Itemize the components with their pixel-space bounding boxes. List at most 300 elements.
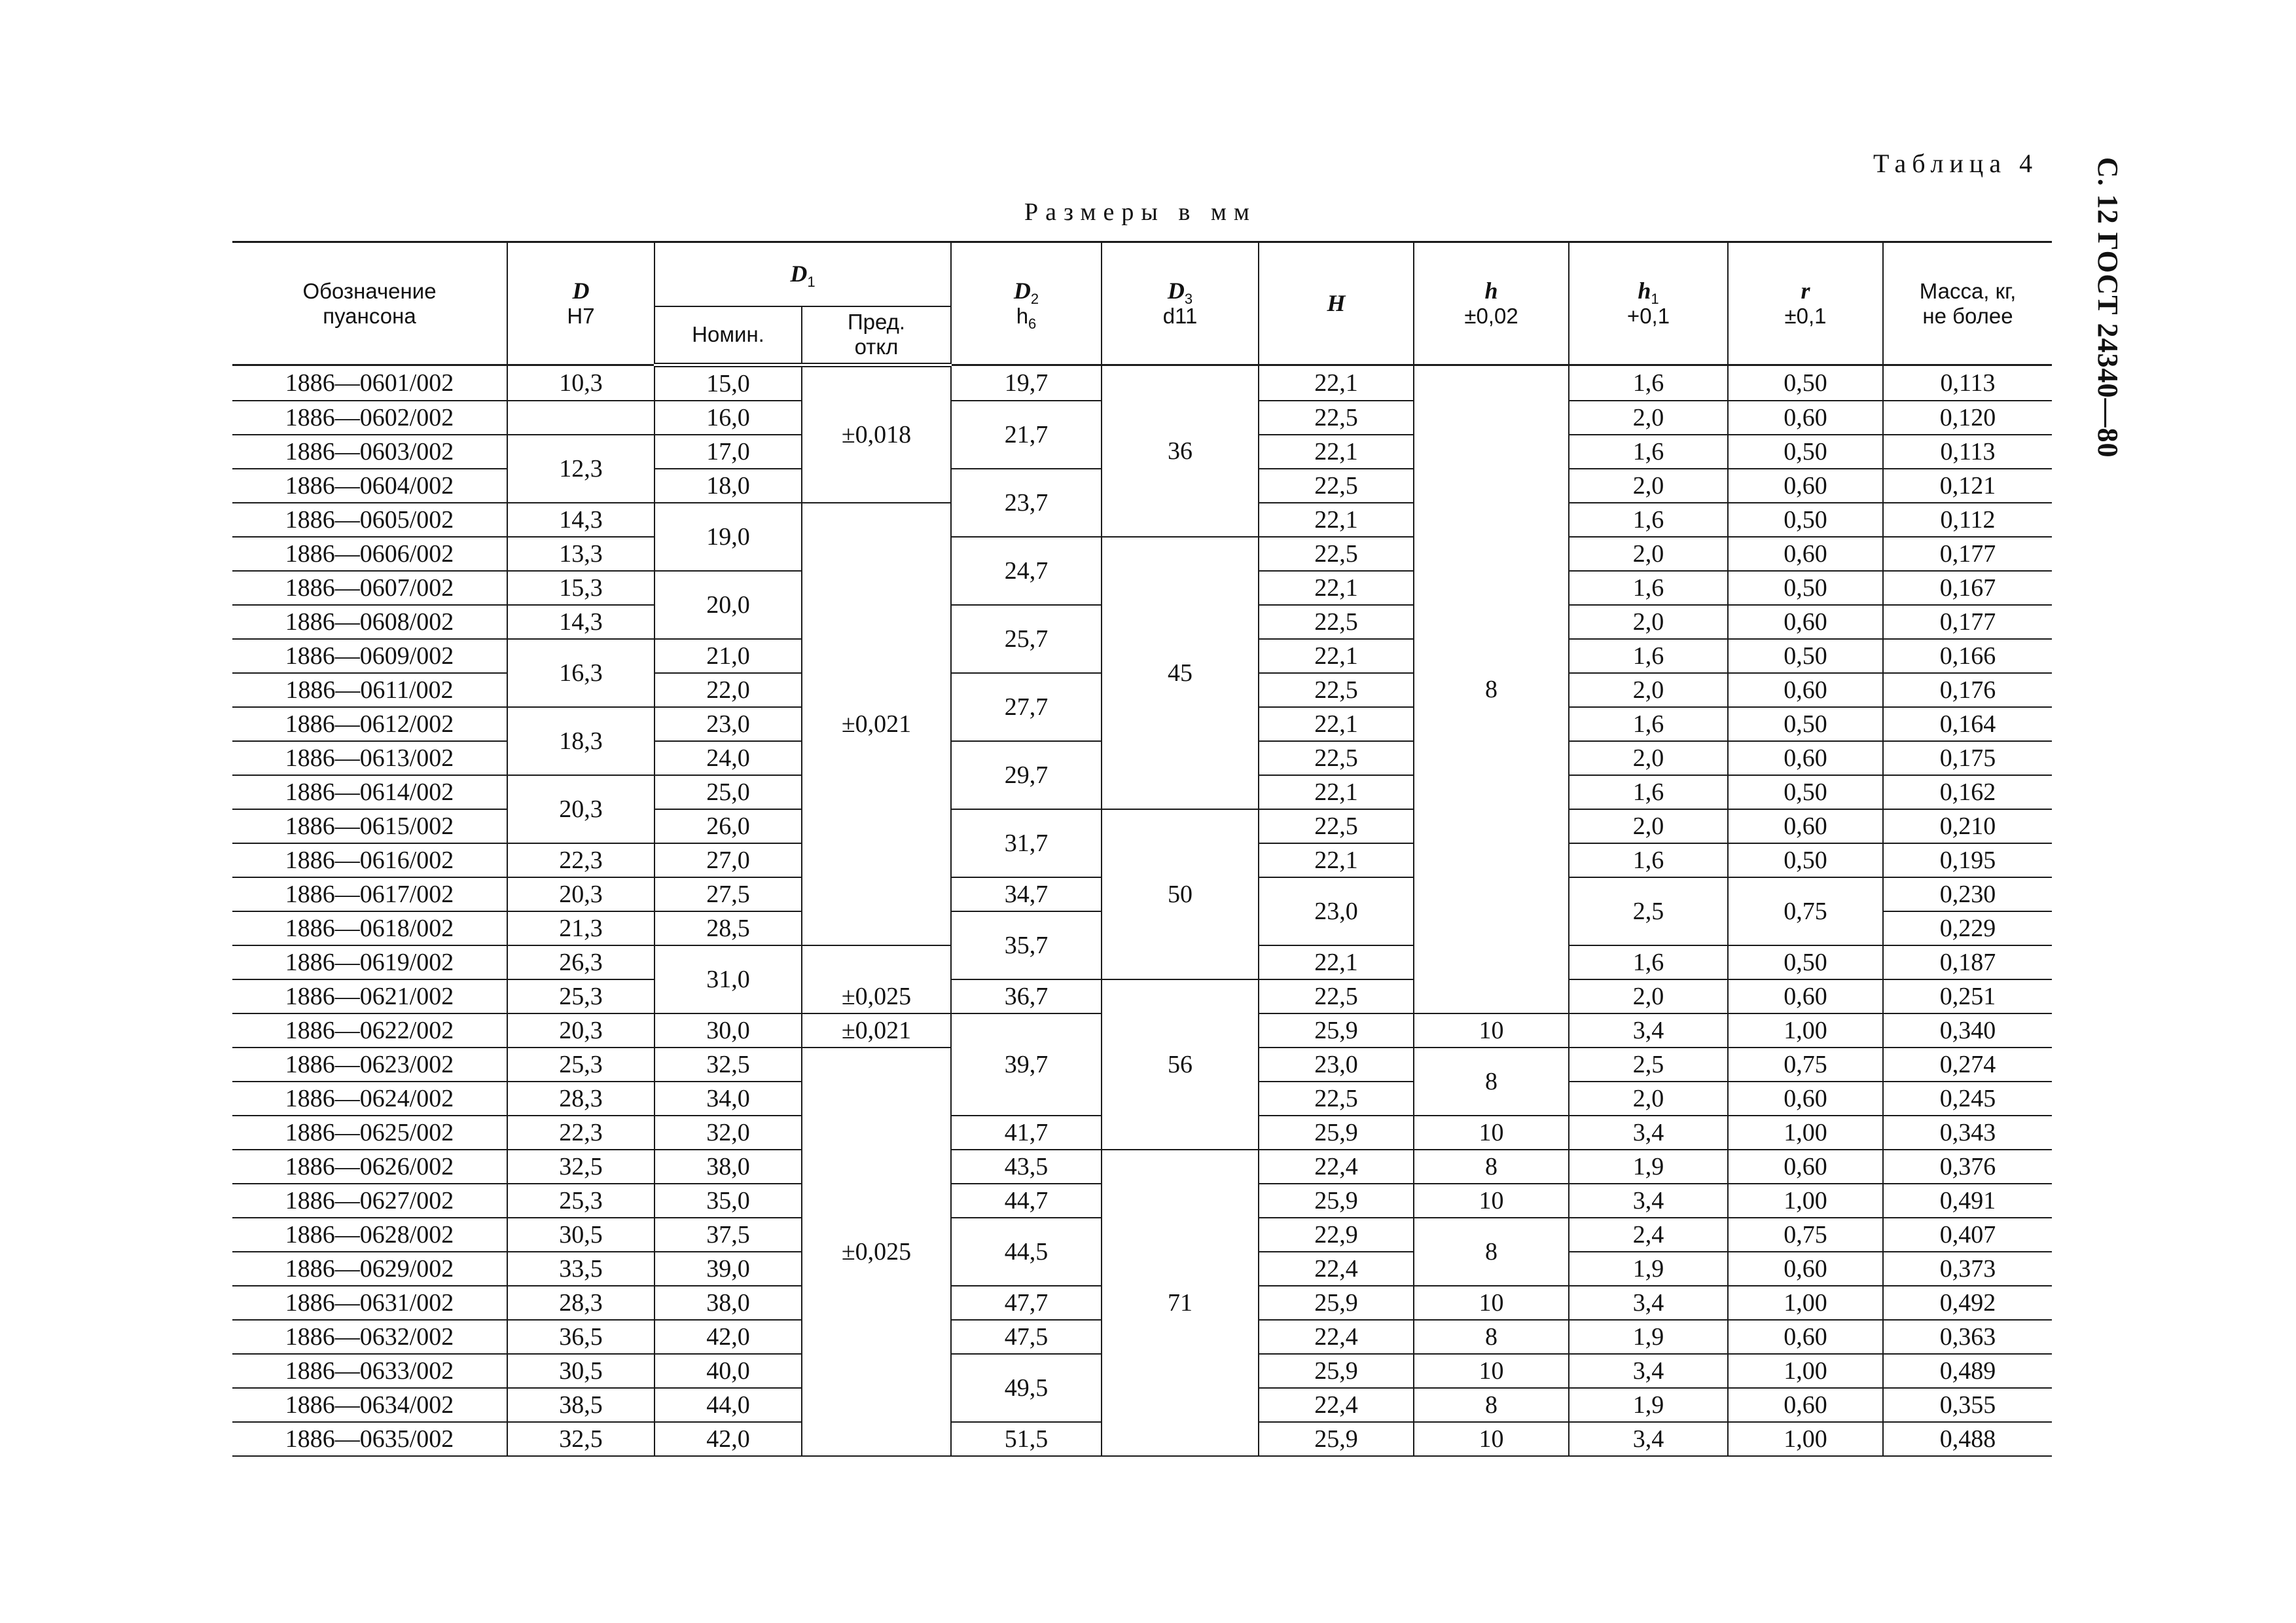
cell-h1: 2,5 [1569, 1048, 1728, 1082]
cell-height: 25,9 [1259, 1286, 1414, 1320]
header-h1 [1569, 242, 1728, 365]
dimensions-table [232, 241, 2052, 1457]
cell-d: 25,3 [507, 1048, 655, 1082]
cell-h: 10 [1414, 1013, 1569, 1048]
cell-h1: 3,4 [1569, 1286, 1728, 1320]
cell-r: 0,75 [1728, 1218, 1883, 1252]
cell-designation: 1886—0628/002 [232, 1218, 507, 1252]
cell-d1: 32,0 [655, 1116, 802, 1150]
cell-r: 1,00 [1728, 1422, 1883, 1456]
cell-h1: 1,6 [1569, 775, 1728, 809]
cell-designation: 1886—0605/002 [232, 503, 507, 537]
cell-r: 0,50 [1728, 365, 1883, 401]
cell-d1: 39,0 [655, 1252, 802, 1286]
cell-d2: 39,7 [951, 1013, 1102, 1116]
cell-h: 10 [1414, 1116, 1569, 1150]
cell-d1-deviation: ±0,025 [802, 945, 951, 1013]
cell-d: 26,3 [507, 945, 655, 979]
header-r-tolerance: ±0,1 [1784, 304, 1827, 328]
cell-h1: 1,9 [1569, 1252, 1728, 1286]
cell-d: 28,3 [507, 1286, 655, 1320]
cell-d: 16,3 [507, 639, 655, 707]
cell-r: 0,60 [1728, 979, 1883, 1013]
header-mass [1883, 242, 2052, 365]
cell-height: 25,9 [1259, 1422, 1414, 1456]
cell-d1: 38,0 [655, 1150, 802, 1184]
cell-d: 14,3 [507, 605, 655, 639]
cell-r: 0,50 [1728, 945, 1883, 979]
cell-designation: 1886—0606/002 [232, 537, 507, 571]
cell-designation: 1886—0626/002 [232, 1150, 507, 1184]
cell-d2: 41,7 [951, 1116, 1102, 1150]
header-h-tolerance: ±0,02 [1464, 304, 1518, 328]
cell-d3: 56 [1102, 979, 1259, 1150]
cell-d1: 42,0 [655, 1422, 802, 1456]
cell-mass: 0,164 [1883, 707, 2052, 741]
header-d1-symbol: D [790, 261, 808, 287]
cell-height: 22,5 [1259, 537, 1414, 571]
cell-height: 25,9 [1259, 1013, 1414, 1048]
cell-d: 20,3 [507, 1013, 655, 1048]
cell-mass: 0,230 [1883, 877, 2052, 911]
cell-h1: 2,0 [1569, 537, 1728, 571]
header-d-tolerance: H7 [567, 304, 595, 328]
cell-r: 0,75 [1728, 1048, 1883, 1082]
cell-height: 22,9 [1259, 1218, 1414, 1252]
cell-height: 22,1 [1259, 503, 1414, 537]
cell-r: 0,60 [1728, 1150, 1883, 1184]
header-d1-deviation [802, 306, 951, 365]
cell-d2: 23,7 [951, 469, 1102, 537]
header-d1-deviation-text: Пред. откл [847, 310, 906, 359]
cell-designation: 1886—0611/002 [232, 673, 507, 707]
cell-d2: 47,7 [951, 1286, 1102, 1320]
cell-d: 15,3 [507, 571, 655, 605]
header-h1-symbol: h [1638, 278, 1651, 304]
cell-h: 10 [1414, 1354, 1569, 1388]
cell-h1: 3,4 [1569, 1013, 1728, 1048]
cell-height: 25,9 [1259, 1116, 1414, 1150]
cell-r: 0,50 [1728, 775, 1883, 809]
cell-d: 30,5 [507, 1218, 655, 1252]
cell-mass: 0,113 [1883, 365, 2052, 401]
cell-height: 22,4 [1259, 1320, 1414, 1354]
cell-designation: 1886—0601/002 [232, 365, 507, 401]
cell-designation: 1886—0614/002 [232, 775, 507, 809]
cell-designation: 1886—0608/002 [232, 605, 507, 639]
cell-h1: 2,0 [1569, 469, 1728, 503]
cell-h: 8 [1414, 1048, 1569, 1116]
cell-d1: 40,0 [655, 1354, 802, 1388]
cell-d1: 15,0 [655, 365, 802, 401]
cell-d: 32,5 [507, 1150, 655, 1184]
cell-d3: 45 [1102, 537, 1259, 809]
cell-designation: 1886—0613/002 [232, 741, 507, 775]
table-row [232, 979, 2052, 1013]
cell-designation: 1886—0612/002 [232, 707, 507, 741]
header-designation [232, 242, 507, 365]
cell-height: 22,4 [1259, 1150, 1414, 1184]
table-body [232, 365, 2052, 1457]
cell-designation: 1886—0617/002 [232, 877, 507, 911]
cell-h1: 1,9 [1569, 1388, 1728, 1422]
cell-designation: 1886—0629/002 [232, 1252, 507, 1286]
cell-h1: 1,6 [1569, 571, 1728, 605]
cell-h1: 3,4 [1569, 1116, 1728, 1150]
cell-h1: 2,0 [1569, 741, 1728, 775]
cell-h1: 2,0 [1569, 401, 1728, 435]
header-r-symbol: r [1801, 278, 1810, 304]
cell-d1: 18,0 [655, 469, 802, 503]
cell-d2: 29,7 [951, 741, 1102, 809]
cell-d1: 32,5 [655, 1048, 802, 1082]
cell-mass: 0,112 [1883, 503, 2052, 537]
cell-mass: 0,251 [1883, 979, 2052, 1013]
cell-designation: 1886—0632/002 [232, 1320, 507, 1354]
cell-d1: 38,0 [655, 1286, 802, 1320]
cell-height: 22,1 [1259, 365, 1414, 401]
cell-mass: 0,340 [1883, 1013, 2052, 1048]
cell-h: 10 [1414, 1184, 1569, 1218]
cell-mass: 0,491 [1883, 1184, 2052, 1218]
header-d3-subscript: 3 [1184, 291, 1193, 307]
cell-d: 20,3 [507, 877, 655, 911]
cell-d2: 27,7 [951, 673, 1102, 741]
header-d2-subscript: 2 [1030, 291, 1039, 307]
cell-r: 0,50 [1728, 639, 1883, 673]
cell-r: 0,60 [1728, 537, 1883, 571]
cell-r: 0,60 [1728, 401, 1883, 435]
cell-h1: 2,4 [1569, 1218, 1728, 1252]
cell-mass: 0,245 [1883, 1082, 2052, 1116]
table-row [232, 809, 2052, 843]
cell-height: 22,5 [1259, 469, 1414, 503]
header-d3-symbol: D [1167, 278, 1185, 304]
cell-h1: 1,9 [1569, 1150, 1728, 1184]
table-header [232, 242, 2052, 365]
cell-mass: 0,363 [1883, 1320, 2052, 1354]
cell-d: 14,3 [507, 503, 655, 537]
cell-designation: 1886—0625/002 [232, 1116, 507, 1150]
cell-mass: 0,177 [1883, 537, 2052, 571]
cell-mass: 0,488 [1883, 1422, 2052, 1456]
header-d1-subscript: 1 [807, 274, 816, 291]
cell-d1-deviation: ±0,021 [802, 1013, 951, 1048]
cell-d3: 36 [1102, 365, 1259, 538]
cell-mass: 0,177 [1883, 605, 2052, 639]
cell-mass: 0,407 [1883, 1218, 2052, 1252]
header-height [1259, 242, 1414, 365]
cell-r: 0,60 [1728, 605, 1883, 639]
cell-d1: 21,0 [655, 639, 802, 673]
cell-mass: 0,121 [1883, 469, 2052, 503]
cell-designation: 1886—0622/002 [232, 1013, 507, 1048]
cell-d: 22,3 [507, 1116, 655, 1150]
cell-d: 18,3 [507, 707, 655, 775]
cell-d: 25,3 [507, 979, 655, 1013]
cell-d1: 22,0 [655, 673, 802, 707]
cell-h1: 1,6 [1569, 365, 1728, 401]
cell-height: 22,5 [1259, 809, 1414, 843]
cell-height: 23,0 [1259, 877, 1414, 945]
cell-h: 8 [1414, 1218, 1569, 1286]
cell-designation: 1886—0616/002 [232, 843, 507, 877]
cell-mass: 0,229 [1883, 911, 2052, 945]
cell-height: 22,5 [1259, 605, 1414, 639]
cell-mass: 0,489 [1883, 1354, 2052, 1388]
cell-designation: 1886—0624/002 [232, 1082, 507, 1116]
cell-h1: 2,5 [1569, 877, 1728, 945]
cell-r: 0,60 [1728, 469, 1883, 503]
cell-d2: 25,7 [951, 605, 1102, 673]
cell-d1: 27,5 [655, 877, 802, 911]
header-d [507, 242, 655, 365]
cell-d1-deviation: ±0,025 [802, 1048, 951, 1456]
header-d1-nominal [655, 306, 802, 365]
cell-d [507, 401, 655, 435]
cell-mass: 0,187 [1883, 945, 2052, 979]
cell-h1: 3,4 [1569, 1184, 1728, 1218]
cell-h1: 1,6 [1569, 707, 1728, 741]
header-h1-subscript: 1 [1651, 291, 1659, 307]
cell-d: 12,3 [507, 435, 655, 503]
cell-mass: 0,176 [1883, 673, 2052, 707]
cell-d1: 37,5 [655, 1218, 802, 1252]
header-d-symbol: D [572, 278, 590, 304]
cell-d: 21,3 [507, 911, 655, 945]
cell-height: 22,1 [1259, 639, 1414, 673]
cell-h: 8 [1414, 1150, 1569, 1184]
cell-d1-deviation: ±0,021 [802, 503, 951, 945]
header-d2-symbol: D [1013, 278, 1031, 304]
cell-r: 0,50 [1728, 503, 1883, 537]
cell-d1: 27,0 [655, 843, 802, 877]
cell-height: 23,0 [1259, 1048, 1414, 1082]
cell-h: 10 [1414, 1422, 1569, 1456]
cell-h: 8 [1414, 1320, 1569, 1354]
header-h [1414, 242, 1569, 365]
header-mass-text: Масса, кг, не более [1919, 278, 2017, 328]
cell-mass: 0,162 [1883, 775, 2052, 809]
cell-d: 22,3 [507, 843, 655, 877]
cell-h: 10 [1414, 1286, 1569, 1320]
cell-d2: 47,5 [951, 1320, 1102, 1354]
cell-designation: 1886—0618/002 [232, 911, 507, 945]
cell-designation: 1886—0607/002 [232, 571, 507, 605]
cell-d2: 51,5 [951, 1422, 1102, 1456]
dimensions-table-wrap [232, 241, 2052, 1457]
cell-designation: 1886—0635/002 [232, 1422, 507, 1456]
cell-d1: 30,0 [655, 1013, 802, 1048]
cell-d3: 71 [1102, 1150, 1259, 1456]
cell-height: 25,9 [1259, 1354, 1414, 1388]
cell-height: 22,1 [1259, 571, 1414, 605]
cell-r: 0,75 [1728, 877, 1883, 945]
cell-d: 28,3 [507, 1082, 655, 1116]
cell-r: 0,50 [1728, 843, 1883, 877]
cell-mass: 0,210 [1883, 809, 2052, 843]
cell-designation: 1886—0609/002 [232, 639, 507, 673]
cell-r: 0,60 [1728, 1252, 1883, 1286]
cell-height: 22,1 [1259, 775, 1414, 809]
cell-d2: 34,7 [951, 877, 1102, 911]
cell-height: 22,5 [1259, 1082, 1414, 1116]
cell-d1: 35,0 [655, 1184, 802, 1218]
cell-d2: 31,7 [951, 809, 1102, 877]
cell-designation: 1886—0602/002 [232, 401, 507, 435]
cell-mass: 0,343 [1883, 1116, 2052, 1150]
cell-d1: 20,0 [655, 571, 802, 639]
cell-d: 10,3 [507, 365, 655, 401]
header-d2 [951, 242, 1102, 365]
header-d3-tolerance: d11 [1162, 304, 1198, 328]
cell-d: 25,3 [507, 1184, 655, 1218]
cell-h1: 1,9 [1569, 1320, 1728, 1354]
cell-d1: 16,0 [655, 401, 802, 435]
cell-d1: 34,0 [655, 1082, 802, 1116]
cell-r: 1,00 [1728, 1184, 1883, 1218]
header-d3 [1102, 242, 1259, 365]
cell-d3: 50 [1102, 809, 1259, 979]
cell-designation: 1886—0633/002 [232, 1354, 507, 1388]
cell-r: 0,50 [1728, 571, 1883, 605]
table-row [232, 365, 2052, 401]
cell-d: 33,5 [507, 1252, 655, 1286]
cell-r: 1,00 [1728, 1354, 1883, 1388]
cell-r: 0,50 [1728, 707, 1883, 741]
cell-h1: 2,0 [1569, 809, 1728, 843]
header-r [1728, 242, 1883, 365]
header-d2-tolerance-subscript: 6 [1028, 316, 1037, 332]
cell-designation: 1886—0615/002 [232, 809, 507, 843]
cell-mass: 0,355 [1883, 1388, 2052, 1422]
cell-h1: 1,6 [1569, 503, 1728, 537]
cell-d: 32,5 [507, 1422, 655, 1456]
cell-r: 1,00 [1728, 1116, 1883, 1150]
cell-mass: 0,120 [1883, 401, 2052, 435]
cell-height: 22,1 [1259, 945, 1414, 979]
cell-h1: 2,0 [1569, 979, 1728, 1013]
cell-r: 0,60 [1728, 809, 1883, 843]
header-d1 [655, 242, 951, 306]
cell-r: 0,60 [1728, 1082, 1883, 1116]
cell-d1: 24,0 [655, 741, 802, 775]
cell-mass: 0,113 [1883, 435, 2052, 469]
table-row [232, 537, 2052, 571]
cell-mass: 0,376 [1883, 1150, 2052, 1184]
cell-d: 30,5 [507, 1354, 655, 1388]
cell-designation: 1886—0619/002 [232, 945, 507, 979]
cell-mass: 0,373 [1883, 1252, 2052, 1286]
header-designation-text: Обозначение пуансона [302, 278, 437, 328]
cell-d2: 21,7 [951, 401, 1102, 469]
cell-mass: 0,167 [1883, 571, 2052, 605]
cell-h1: 1,6 [1569, 843, 1728, 877]
cell-d1: 17,0 [655, 435, 802, 469]
cell-designation: 1886—0627/002 [232, 1184, 507, 1218]
cell-r: 0,60 [1728, 673, 1883, 707]
cell-h: 8 [1414, 1388, 1569, 1422]
table-number: Таблица 4 [1873, 149, 2039, 178]
cell-d2: 19,7 [951, 365, 1102, 401]
cell-d1: 28,5 [655, 911, 802, 945]
cell-d2: 36,7 [951, 979, 1102, 1013]
cell-designation: 1886—0631/002 [232, 1286, 507, 1320]
cell-designation: 1886—0634/002 [232, 1388, 507, 1422]
cell-r: 1,00 [1728, 1286, 1883, 1320]
cell-mass: 0,492 [1883, 1286, 2052, 1320]
cell-h1: 2,0 [1569, 605, 1728, 639]
cell-h1: 2,0 [1569, 1082, 1728, 1116]
cell-designation: 1886—0621/002 [232, 979, 507, 1013]
cell-h: 8 [1414, 365, 1569, 1014]
cell-height: 22,5 [1259, 673, 1414, 707]
cell-d2: 44,5 [951, 1218, 1102, 1286]
cell-designation: 1886—0603/002 [232, 435, 507, 469]
cell-d1: 23,0 [655, 707, 802, 741]
cell-d2: 43,5 [951, 1150, 1102, 1184]
cell-d: 36,5 [507, 1320, 655, 1354]
header-height-symbol: H [1327, 290, 1346, 316]
cell-height: 22,1 [1259, 707, 1414, 741]
cell-d1: 25,0 [655, 775, 802, 809]
page-standard-label: С. 12 ГОСТ 24340—80 [2092, 157, 2124, 458]
header-h1-tolerance: +0,1 [1626, 304, 1670, 328]
cell-h1: 2,0 [1569, 673, 1728, 707]
cell-h1: 1,6 [1569, 945, 1728, 979]
cell-d2: 35,7 [951, 911, 1102, 979]
cell-r: 0,60 [1728, 1388, 1883, 1422]
cell-height: 25,9 [1259, 1184, 1414, 1218]
cell-height: 22,5 [1259, 401, 1414, 435]
cell-d: 20,3 [507, 775, 655, 843]
cell-r: 1,00 [1728, 1013, 1883, 1048]
cell-height: 22,5 [1259, 741, 1414, 775]
cell-d1-deviation: ±0,018 [802, 365, 951, 503]
cell-d1: 26,0 [655, 809, 802, 843]
cell-designation: 1886—0623/002 [232, 1048, 507, 1082]
header-d1-nominal-text: Номин. [692, 322, 764, 347]
cell-mass: 0,175 [1883, 741, 2052, 775]
table-row [232, 1150, 2052, 1184]
cell-h1: 3,4 [1569, 1354, 1728, 1388]
cell-r: 0,60 [1728, 741, 1883, 775]
header-d2-tolerance: h [1016, 304, 1029, 328]
cell-d1: 44,0 [655, 1388, 802, 1422]
cell-height: 22,5 [1259, 979, 1414, 1013]
cell-r: 0,60 [1728, 1320, 1883, 1354]
cell-d: 38,5 [507, 1388, 655, 1422]
cell-d1: 31,0 [655, 945, 802, 1013]
cell-height: 22,1 [1259, 435, 1414, 469]
cell-mass: 0,166 [1883, 639, 2052, 673]
cell-height: 22,1 [1259, 843, 1414, 877]
cell-mass: 0,195 [1883, 843, 2052, 877]
cell-d: 13,3 [507, 537, 655, 571]
cell-d1: 42,0 [655, 1320, 802, 1354]
cell-d2: 24,7 [951, 537, 1102, 605]
header-h-symbol: h [1484, 278, 1498, 304]
cell-designation: 1886—0604/002 [232, 469, 507, 503]
cell-h1: 1,6 [1569, 435, 1728, 469]
cell-h1: 3,4 [1569, 1422, 1728, 1456]
units-caption: Размеры в мм [1024, 198, 1257, 226]
cell-height: 22,4 [1259, 1252, 1414, 1286]
cell-d2: 49,5 [951, 1354, 1102, 1422]
cell-d2: 44,7 [951, 1184, 1102, 1218]
cell-height: 22,4 [1259, 1388, 1414, 1422]
cell-mass: 0,274 [1883, 1048, 2052, 1082]
